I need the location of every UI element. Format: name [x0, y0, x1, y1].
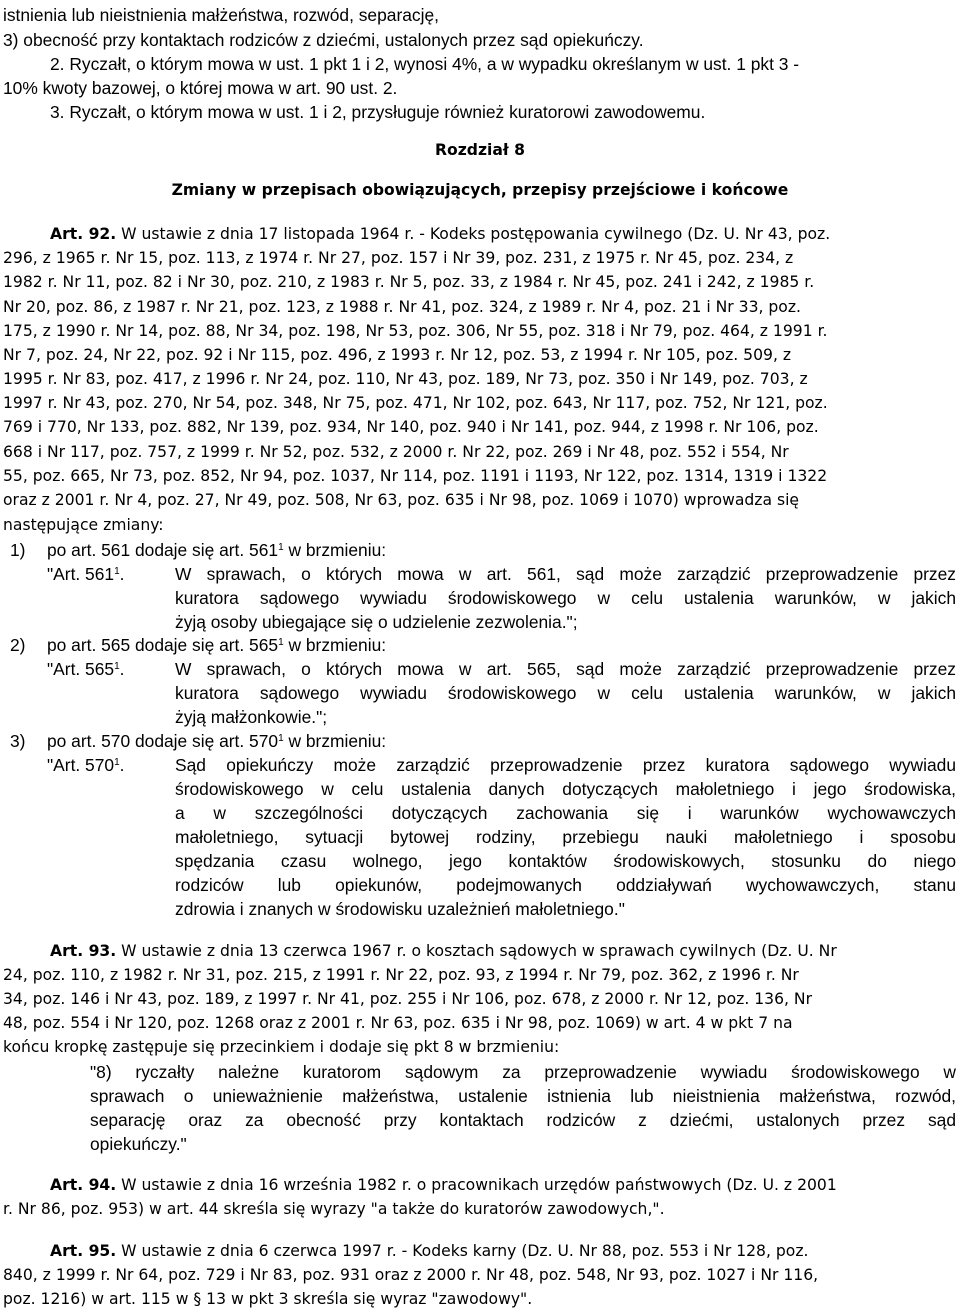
text-line: 1995 r. Nr 83, poz. 417, z 1996 r. Nr 24, poz. 110, Nr 43, poz. 189, Nr 73, poz. 350 i Nr 149, poz. 703, z	[3, 370, 808, 389]
item-number: 2)	[10, 635, 26, 656]
text-line: 10% kwoty bazowej, o której mowa w art. 90 ust. 2.	[3, 77, 398, 98]
article-label: Art. 95.	[50, 1242, 117, 1261]
quote-line: W sprawach, o których mowa w art. 561, sąd może zarządzić przeprowadzenie przez	[175, 563, 956, 584]
text-line: Nr 20, poz. 86, z 1987 r. Nr 21, poz. 123, z 1988 r. Nr 41, poz. 324, z 1989 r. Nr 4, poz. 21 i Nr 33, poz.	[3, 297, 801, 316]
text-line: 34, poz. 146 i Nr 43, poz. 189, z 1997 r. Nr 41, poz. 255 i Nr 106, poz. 678, z 2000 r. Nr 12, poz. 136, Nr	[3, 990, 813, 1009]
article-quote-label: "Art. $565^1$.	[47, 659, 125, 680]
quote-line: W sprawach, o których mowa w art. 565, sąd może zarządzić przeprowadzenie przez	[175, 659, 956, 680]
quote-line: kuratora sądowego wywiadu środowiskowego w celu ustalenia warunków, w jakich	[175, 683, 956, 704]
text-line: 2. Ryczałt, o którym mowa w ust. 1 pkt 1 i 2, wynosi 4%, a w wypadku określanym w ust. 1 pkt 3 -	[50, 53, 800, 74]
quote-line: małoletniego, sytuacji bytowej rodziny, przebiegu nauki małoletniego i sposobu	[175, 826, 956, 847]
text-line: r. Nr 86, poz. 953) w art. 44 skreśla się wyrazy "a także do kuratorów zawodowych,".	[3, 1199, 665, 1218]
text-line: oraz z 2001 r. Nr 4, poz. 27, Nr 49, poz. 508, Nr 63, poz. 635 i Nr 98, poz. 1069 i 1070) wprowadza się	[3, 491, 800, 510]
quote-line: środowiskowego w celu ustalenia danych dotyczących małoletniego i jego środowiska,	[175, 779, 956, 799]
text-line: Nr 7, poz. 24, Nr 22, poz. 92 i Nr 115, poz. 496, z 1993 r. Nr 12, poz. 53, z 1994 r. Nr 105, poz. 509, z	[3, 345, 792, 364]
text-line: 1997 r. Nr 43, poz. 270, Nr 54, poz. 348, Nr 75, poz. 471, Nr 102, poz. 643, Nr 117, poz. 752, Nr 121, poz.	[3, 394, 828, 413]
text-line: 296, z 1965 r. Nr 15, poz. 113, z 1974 r. Nr 27, poz. 157 i Nr 39, poz. 231, z 1975 r. Nr 45, poz. 234, z	[3, 248, 794, 267]
article-label: Art. 94.	[50, 1176, 117, 1195]
quote-line: żyją osoby ubiegające się o udzielenie zezwolenia.";	[175, 611, 578, 632]
article-95-line: Art. 95. W ustawie z dnia 6 czerwca 1997 r. - Kodeks karny (Dz. U. Nr 88, poz. 553 i Nr 128, poz.	[50, 1242, 809, 1261]
article-94-line: Art. 94. W ustawie z dnia 16 września 1982 r. o pracownikach urzędów państwowych (Dz. U. z 2001	[50, 1176, 837, 1195]
text-line: 769 i 770, Nr 133, poz. 882, Nr 139, poz. 934, Nr 140, poz. 940 i Nr 141, poz. 944, z 1998 r. Nr 106, poz.	[3, 418, 819, 437]
article-label: Art. 92.	[50, 225, 117, 244]
article-quote-label: "Art. $570^1$.	[47, 755, 125, 776]
article-quote-label: "Art. $561^1$.	[47, 563, 125, 584]
quote-line: "8) ryczałty należne kuratorom sądowym za przeprowadzenie wywiadu środowiskowego w	[90, 1062, 956, 1083]
text-line: poz. 1216) w art. 115 w § 13 w pkt 3 skreśla się wyraz "zawodowy".	[3, 1289, 533, 1308]
quote-line: opiekuńczy."	[90, 1133, 187, 1154]
article-93-line: Art. 93. W ustawie z dnia 13 czerwca 1967 r. o kosztach sądowych w sprawach cywilnych (Dz. U. Nr	[50, 941, 837, 960]
text-line: istnienia lub nieistnienia małżeństwa, rozwód, separację,	[3, 5, 439, 25]
text-line: następujące zmiany:	[3, 515, 164, 534]
text-line: 840, z 1999 r. Nr 64, poz. 729 i Nr 83, poz. 931 oraz z 2000 r. Nr 48, poz. 548, Nr 93, poz. 1027 i Nr 116,	[3, 1265, 819, 1284]
quote-line: zdrowia i znanych w środowisku uzależnień małoletniego."	[175, 898, 625, 919]
item-intro: po art. 561 dodaje się art. $561^1$ w brzmieniu:	[47, 539, 387, 560]
text-line: końcu kropkę zastępuje się przecinkiem i dodaje się pkt 8 w brzmieniu:	[3, 1038, 560, 1057]
item-intro: po art. 570 dodaje się art. $570^1$ w brzmieniu:	[47, 731, 387, 752]
text-line: 3. Ryczałt, o którym mowa w ust. 1 i 2, przysługuje również kuratorowi zawodowemu.	[50, 101, 706, 122]
article-label: Art. 93.	[50, 941, 117, 960]
text-line: 175, z 1990 r. Nr 14, poz. 88, Nr 34, poz. 198, Nr 53, poz. 306, Nr 55, poz. 318 i Nr 79, poz. 464, z 1991 r.	[3, 321, 828, 340]
chapter-title: Zmiany w przepisach obowiązujących, przepisy przejściowe i końcowe	[171, 181, 789, 200]
item-number: 1)	[10, 539, 26, 560]
quote-line: sprawach o unieważnienie małżeństwa, ustalenie istnienia lub nieistnienia małżeństwa, rozwód,	[90, 1086, 956, 1107]
item-number: 3)	[10, 731, 26, 752]
quote-line: separację oraz za obecność przy kontaktach rodziców z dziećmi, ustalonych przez sąd	[90, 1110, 956, 1131]
article-92-line: Art. 92. W ustawie z dnia 17 listopada 1964 r. - Kodeks postępowania cywilnego (Dz. U. Nr 43, poz.	[50, 225, 831, 244]
quote-line: kuratora sądowego wywiadu środowiskowego w celu ustalenia warunków, w jakich	[175, 587, 956, 608]
quote-line: żyją małżonkowie.";	[175, 707, 328, 728]
quote-line: spędzania czasu wolnego, jego kontaktów środowiskowych, stosunku do niego	[175, 850, 956, 871]
text-line: 3) obecność przy kontaktach rodziców z dziećmi, ustalonych przez sąd opiekuńczy.	[3, 29, 644, 50]
text-line: 24, poz. 110, z 1982 r. Nr 31, poz. 215, z 1991 r. Nr 22, poz. 93, z 1994 r. Nr 79, poz. 362, z 1996 r. Nr	[3, 965, 799, 984]
text-line: 48, poz. 554 i Nr 120, poz. 1268 oraz z 2001 r. Nr 63, poz. 635 i Nr 98, poz. 1069) w art. 4 w pkt 7 na	[3, 1014, 793, 1033]
item-intro: po art. 565 dodaje się art. $565^1$ w brzmieniu:	[47, 635, 387, 656]
quote-line: Sąd opiekuńczy może zarządzić przeprowadzenie przez kuratora sądowego wywiadu	[175, 755, 956, 776]
text-line: 55, poz. 665, Nr 73, poz. 852, Nr 94, poz. 1037, Nr 114, poz. 1191 i 1193, Nr 122, poz. 1314, 1319 i 1322	[3, 467, 828, 486]
text-line: 1982 r. Nr 11, poz. 82 i Nr 30, poz. 210, z 1983 r. Nr 5, poz. 33, z 1984 r. Nr 45, poz. 241 i 242, z 1985 r.	[3, 272, 815, 291]
quote-line: rodziców lub opiekunów, podejmowanych oddziaływań wychowawczych, stanu	[175, 874, 956, 895]
text-line: 668 i Nr 117, poz. 757, z 1999 r. Nr 52, poz. 532, z 2000 r. Nr 22, poz. 269 i Nr 48, poz. 552 i 554, Nr	[3, 443, 789, 462]
chapter-number: Rozdział 8	[435, 140, 525, 159]
quote-line: a w szczególności dotyczących zachowania się i warunków wychowawczych	[175, 802, 956, 823]
